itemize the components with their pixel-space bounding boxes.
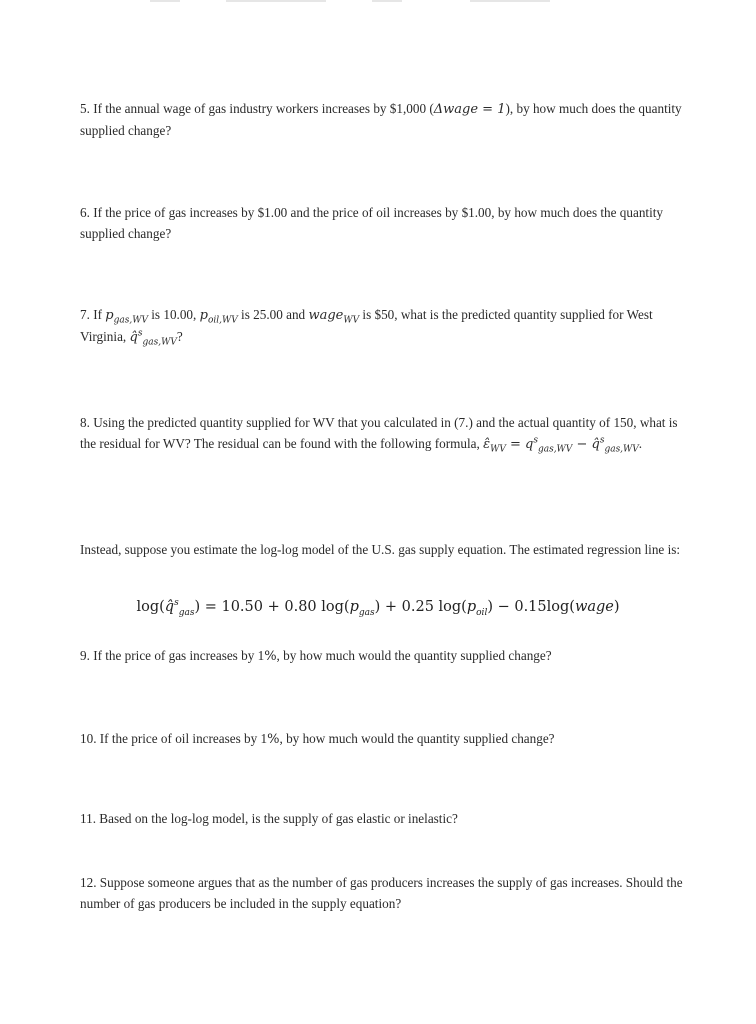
question-7 <box>80 304 695 348</box>
log-log-intro <box>80 539 695 560</box>
epsilon-hat-wv-symbol: $\varepsilon̂_{WV}$ <box>483 437 506 455</box>
scan-artifact <box>470 0 550 2</box>
question-11 <box>80 808 695 829</box>
scan-artifact <box>226 0 326 2</box>
minus-sign: − <box>572 437 592 452</box>
question-8-text-b: . <box>638 436 643 451</box>
question-5-text-a: 5. If the annual wage of gas industry workers increases by $1,000 ( <box>80 101 434 116</box>
percent-sign: % <box>267 732 280 747</box>
question-12-text: 12. Suppose someone argues that as the number of gas producers increases the supply of gas increases. Should the number of gas producers be included in the supply equation? <box>80 875 683 911</box>
q-hat-gas-wv-symbol: q̂$^s_{gas,WV}$ <box>591 435 639 455</box>
question-8 <box>80 412 695 455</box>
question-10 <box>80 728 695 750</box>
question-10-text-b: , by how much would the quantity supplied change? <box>279 731 555 746</box>
p-oil-wv-symbol: $p_{oil,WV}$ <box>199 308 238 326</box>
p-gas-wv-symbol: $p_{gas,WV}$ <box>105 308 148 326</box>
question-6 <box>80 202 695 244</box>
question-7-text-d: is $50, what is the predicted quantity supplied for West Virginia, <box>80 307 653 344</box>
question-5-text-b: ), by how much does the quantity supplied change? <box>80 101 682 138</box>
question-9-text-b: , by how much would the quantity supplied change? <box>276 648 552 663</box>
regression-equation: log(q̂$^s_{gas}$) = 10.50 + 0.80 $\log(p_{gas}) + 0.25$ $\log(p_{oil})$ − 0.15log(wage) <box>136 598 620 618</box>
question-5 <box>80 98 695 141</box>
question-7-text-a: 7. If <box>80 307 106 322</box>
question-12 <box>80 872 695 914</box>
question-7-text-b: is 10.00, <box>147 307 200 322</box>
question-5-math: Δwage = 1 <box>433 102 506 117</box>
scan-artifact <box>372 0 402 2</box>
question-11-text: 11. Based on the log-log model, is the supply of gas elastic or inelastic? <box>80 811 458 826</box>
scan-artifact <box>150 0 180 2</box>
question-6-text: 6. If the price of gas increases by $1.00 and the price of oil increases by $1.00, by how much does the quantity supplied change? <box>80 205 664 241</box>
question-9-text-a: 9. If the price of gas increases by 1 <box>80 648 265 663</box>
question-7-text-e: ? <box>176 329 183 344</box>
question-9 <box>80 645 695 667</box>
q-hat-gas-wv-symbol: q̂$^s_{gas,WV}$ <box>129 328 177 348</box>
log-log-intro-text: Instead, suppose you estimate the log-log model of the U.S. gas supply equation. The estimated regression line is: <box>80 542 681 557</box>
percent-sign: % <box>264 649 277 664</box>
question-10-text-a: 10. If the price of oil increases by 1 <box>80 731 268 746</box>
wage-wv-symbol: wage$_{WV}$ <box>308 308 360 326</box>
equals-sign: = <box>505 437 525 452</box>
question-7-text-c: is 25.00 and <box>237 307 309 322</box>
q-gas-wv-symbol: $q^s_{gas,WV}$ <box>525 435 573 455</box>
question-8-text-a: 8. Using the predicted quantity supplied for WV that you calculated in (7.) and the actual quantity of 150, what is the residual for WV? The residual can be found with the following formula, <box>80 415 678 451</box>
